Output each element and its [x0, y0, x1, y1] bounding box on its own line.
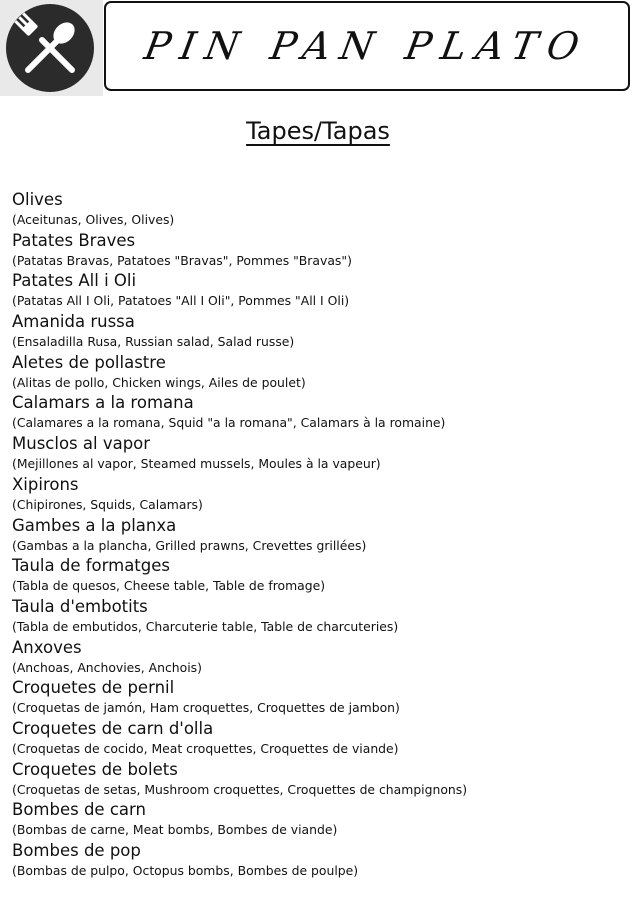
menu-item [12, 597, 632, 638]
dish-description: (Croquetas de jamón, Ham croquettes, Croquettes de jambon) [12, 700, 400, 716]
dish-name: Croquetes de carn d'olla [12, 718, 214, 738]
menu-item [12, 516, 632, 557]
menu-item [12, 556, 632, 597]
dish-description: (Mejillones al vapor, Steamed mussels, Moules à la vapeur) [12, 456, 381, 472]
menu-item [12, 393, 632, 434]
section-title [0, 117, 636, 145]
dish-description: (Patatas All I Oli, Patatoes "All I Oli", Pommes "All I Oli) [12, 293, 350, 309]
dish-description: (Aceitunas, Olives, Olives) [12, 212, 175, 227]
dish-description: (Alitas de pollo, Chicken wings, Ailes de poulet) [12, 374, 306, 390]
dish-name: Croquetes de pernil [12, 678, 175, 698]
dish-name: Croquetes de bolets [12, 759, 178, 779]
restaurant-name-box [104, 1, 630, 91]
restaurant-name: PIN PAN PLATO [141, 24, 593, 68]
menu-item [12, 719, 632, 760]
dish-name: Amanida russa [12, 312, 135, 332]
menu-item [12, 638, 632, 679]
dish-name: Xipirons [12, 474, 79, 494]
menu-item [12, 353, 632, 394]
dish-description: (Croquetas de cocido, Meat croquettes, Croquettes de viande) [12, 740, 399, 756]
menu-item [12, 434, 632, 475]
dish-name: Olives [12, 190, 63, 209]
dish-description: (Gambas a la plancha, Grilled prawns, Crevettes grillées) [12, 537, 367, 553]
dish-name: Gambes a la planxa [12, 515, 177, 535]
dish-description: (Calamares a la romana, Squid "a la romana", Calamars à la romaine) [12, 415, 446, 431]
dish-description: (Tabla de quesos, Cheese table, Table de fromage) [12, 578, 326, 594]
menu-item [12, 841, 632, 882]
dish-description: (Chipirones, Squids, Calamars) [12, 496, 203, 512]
menu-item [12, 678, 632, 719]
dish-description: (Croquetas de setas, Mushroom croquettes, Croquettes de champignons) [12, 781, 468, 797]
menu-item [12, 231, 632, 272]
menu-item [12, 800, 632, 841]
dish-name: Calamars a la romana [12, 393, 194, 413]
dish-name: Bombes de carn [12, 800, 146, 820]
menu-list [12, 190, 632, 882]
dish-name: Taula de formatges [12, 556, 170, 576]
menu-item [12, 475, 632, 516]
dish-name: Patates Braves [12, 230, 136, 250]
dish-name: Aletes de pollastre [12, 352, 166, 372]
fork-spoon-icon [6, 4, 94, 92]
dish-description: (Tabla de embutidos, Charcuterie table, Table de charcuteries) [12, 618, 399, 634]
menu-item [12, 190, 632, 231]
dish-name: Musclos al vapor [12, 434, 151, 454]
dish-description: (Patatas Bravas, Patatoes "Bravas", Pommes "Bravas") [12, 252, 352, 268]
menu-item [12, 271, 632, 312]
section-title-text: Tapes/Tapas [246, 117, 390, 145]
menu-item [12, 312, 632, 353]
dish-description: (Bombas de pulpo, Octopus bombs, Bombes de poulpe) [12, 863, 359, 878]
dish-name: Patates All i Oli [12, 271, 137, 291]
dish-description: (Anchoas, Anchovies, Anchois) [12, 659, 202, 675]
dish-name: Taula d'embotits [12, 596, 148, 616]
dish-name: Anxoves [12, 637, 82, 657]
dish-description: (Bombas de carne, Meat bombs, Bombes de viande) [12, 822, 338, 838]
menu-item [12, 760, 632, 801]
dish-description: (Ensaladilla Rusa, Russian salad, Salad russe) [12, 334, 295, 350]
logo [0, 0, 103, 96]
dish-name: Bombes de pop [12, 841, 141, 860]
